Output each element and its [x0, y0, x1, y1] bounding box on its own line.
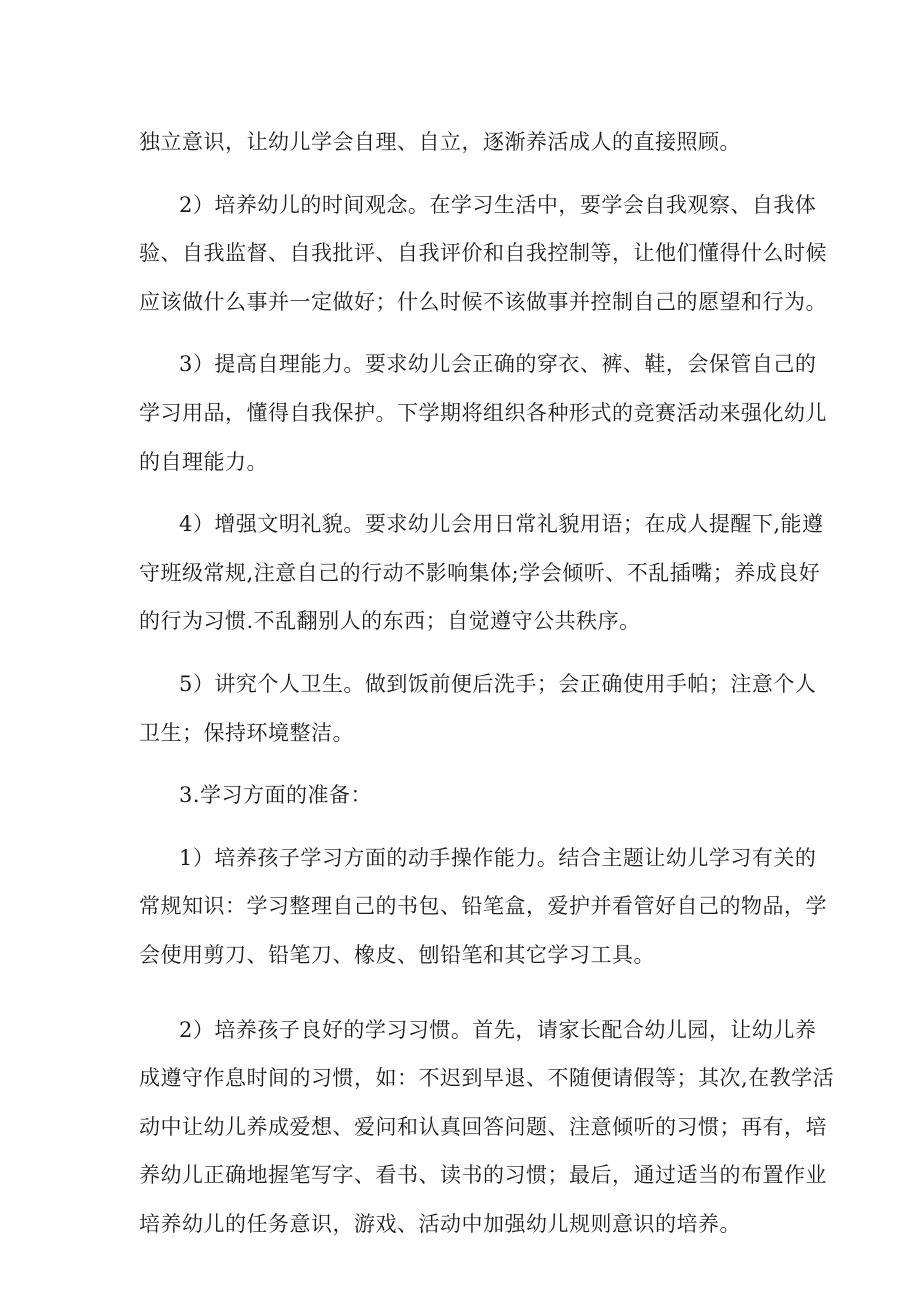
text-line: 3.学习方面的准备：	[179, 783, 373, 808]
text-line: 成遵守作息时间的习惯，如：不迟到早退、不随便请假等；其次,在教学活	[139, 1066, 835, 1091]
text-line: 的行为习惯.不乱翻别人的东西；自觉遵守公共秩序。	[139, 609, 641, 634]
section-heading-learning	[139, 771, 783, 820]
paragraph-self-care	[139, 340, 827, 486]
document-body	[139, 118, 835, 1248]
paragraph-hands-on	[139, 834, 827, 980]
text-line: 独立意识，让幼儿学会自理、自立，逐渐养活成人的直接照顾。	[139, 130, 741, 154]
paragraph-intro	[139, 118, 783, 167]
text-line: 3）提高自理能力。要求幼儿会正确的穿衣、裤、鞋，会保管自己的	[179, 352, 817, 377]
text-line: 应该做什么事并一定做好；什么时候不该做事并控制自己的愿望和行为。	[139, 289, 827, 314]
text-line: 守班级常规,注意自己的行动不影响集体;学会倾听、不乱插嘴；养成良好	[139, 560, 821, 585]
text-line: 验、自我监督、自我批评、自我评价和自我控制等，让他们懂得什么时候	[139, 241, 827, 266]
text-line: 学习用品，懂得自我保护。下学期将组织各种形式的竞赛活动来强化幼儿	[139, 400, 827, 425]
text-line: 培养幼儿的任务意识，游戏、活动中加强幼儿规则意识的培养。	[139, 1211, 741, 1236]
text-line: 2）培养幼儿的时间观念。在学习生活中，要学会自我观察、自我体	[179, 192, 817, 217]
paragraph-courtesy	[139, 500, 824, 646]
text-line: 1）培养孩子学习方面的动手操作能力。结合主题让幼儿学习有关的	[179, 845, 817, 870]
text-line: 卫生；保持环境整洁。	[139, 720, 354, 745]
text-line: 4）增强文明礼貌。要求幼儿会用日常礼貌用语；在成人提醒下,能遵	[179, 512, 824, 537]
text-line: 常规知识：学习整理自己的书包、铅笔盒，爱护并看管好自己的物品，学	[139, 894, 827, 919]
text-line: 养幼儿正确地握笔写字、看书、读书的习惯；最后，通过适当的布置作业	[139, 1163, 827, 1188]
text-line: 5）讲究个人卫生。做到饭前便后洗手；会正确使用手帕；注意个人	[179, 671, 817, 696]
text-line: 动中让幼儿养成爱想、爱问和认真回答问题、注意倾听的习惯；再有，培	[139, 1114, 827, 1139]
text-line: 的自理能力。	[139, 449, 268, 474]
text-line: 会使用剪刀、铅笔刀、橡皮、刨铅笔和其它学习工具。	[139, 942, 655, 967]
text-line: 2）培养孩子良好的学习习惯。首先，请家长配合幼儿园，让幼儿养	[179, 1017, 817, 1042]
paragraph-time-concept	[139, 181, 827, 327]
paragraph-study-habits	[139, 1006, 835, 1249]
paragraph-hygiene	[139, 660, 817, 757]
